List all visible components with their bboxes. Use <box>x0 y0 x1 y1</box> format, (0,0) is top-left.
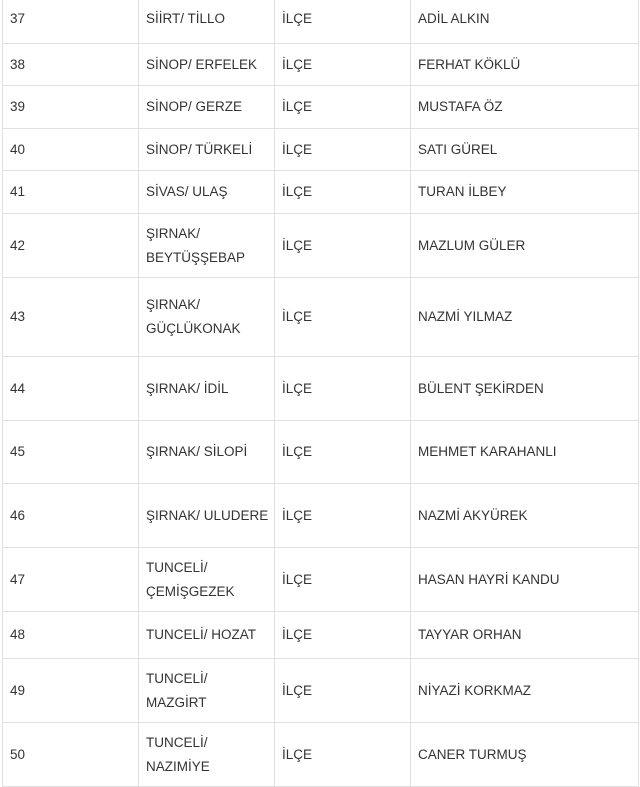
table-row <box>3 214 639 278</box>
table-row <box>3 548 639 612</box>
row-number: 38 <box>3 44 139 86</box>
row-number: 45 <box>3 421 139 484</box>
row-type: İLÇE <box>275 723 411 787</box>
row-number: 49 <box>3 659 139 723</box>
table-row <box>3 659 639 723</box>
table-row <box>3 86 639 129</box>
results-table <box>2 0 639 787</box>
table-row <box>3 0 639 44</box>
row-type: İLÇE <box>275 214 411 278</box>
row-number: 42 <box>3 214 139 278</box>
row-type: İLÇE <box>275 421 411 484</box>
row-number: 44 <box>3 357 139 421</box>
table-row <box>3 278 639 357</box>
row-name: NİYAZİ KORKMAZ <box>411 659 639 723</box>
row-type: İLÇE <box>275 659 411 723</box>
row-name: NAZMİ YILMAZ <box>411 278 639 357</box>
row-place: SİNOP/ TÜRKELİ <box>139 129 275 171</box>
row-place: SİNOP/ GERZE <box>139 86 275 129</box>
table-row <box>3 484 639 548</box>
table-row <box>3 612 639 659</box>
row-number: 37 <box>3 0 139 44</box>
row-type: İLÇE <box>275 548 411 612</box>
row-name: MEHMET KARAHANLI <box>411 421 639 484</box>
row-place: ŞIRNAK/ GÜÇLÜKONAK <box>139 278 275 357</box>
row-place: TUNCELİ/ NAZIMİYE <box>139 723 275 787</box>
row-number: 48 <box>3 612 139 659</box>
row-number: 47 <box>3 548 139 612</box>
row-type: İLÇE <box>275 129 411 171</box>
row-type: İLÇE <box>275 357 411 421</box>
row-place: TUNCELİ/ HOZAT <box>139 612 275 659</box>
row-number: 39 <box>3 86 139 129</box>
table-row <box>3 171 639 214</box>
row-place: ŞIRNAK/ ULUDERE <box>139 484 275 548</box>
row-name: TURAN İLBEY <box>411 171 639 214</box>
row-place: ŞIRNAK/ İDİL <box>139 357 275 421</box>
row-number: 41 <box>3 171 139 214</box>
row-number: 46 <box>3 484 139 548</box>
row-type: İLÇE <box>275 171 411 214</box>
row-name: SATI GÜREL <box>411 129 639 171</box>
row-name: MAZLUM GÜLER <box>411 214 639 278</box>
row-name: FERHAT KÖKLÜ <box>411 44 639 86</box>
row-name: NAZMİ AKYÜREK <box>411 484 639 548</box>
table-row <box>3 421 639 484</box>
row-type: İLÇE <box>275 0 411 44</box>
row-number: 43 <box>3 278 139 357</box>
row-name: BÜLENT ŞEKİRDEN <box>411 357 639 421</box>
table-row <box>3 723 639 787</box>
table-row <box>3 129 639 171</box>
row-name: HASAN HAYRİ KANDU <box>411 548 639 612</box>
row-place: ŞIRNAK/ BEYTÜŞŞEBAP <box>139 214 275 278</box>
row-number: 40 <box>3 129 139 171</box>
row-type: İLÇE <box>275 86 411 129</box>
row-type: İLÇE <box>275 484 411 548</box>
row-place: ŞIRNAK/ SİLOPİ <box>139 421 275 484</box>
row-type: İLÇE <box>275 612 411 659</box>
table-row <box>3 44 639 86</box>
row-place: TUNCELİ/ MAZGİRT <box>139 659 275 723</box>
row-name: CANER TURMUŞ <box>411 723 639 787</box>
row-number: 50 <box>3 723 139 787</box>
row-type: İLÇE <box>275 44 411 86</box>
row-place: SİVAS/ ULAŞ <box>139 171 275 214</box>
row-place: SİNOP/ ERFELEK <box>139 44 275 86</box>
row-place: TUNCELİ/ ÇEMİŞGEZEK <box>139 548 275 612</box>
row-place: SİİRT/ TİLLO <box>139 0 275 44</box>
row-name: TAYYAR ORHAN <box>411 612 639 659</box>
table-row <box>3 357 639 421</box>
row-type: İLÇE <box>275 278 411 357</box>
row-name: MUSTAFA ÖZ <box>411 86 639 129</box>
row-name: ADİL ALKIN <box>411 0 639 44</box>
